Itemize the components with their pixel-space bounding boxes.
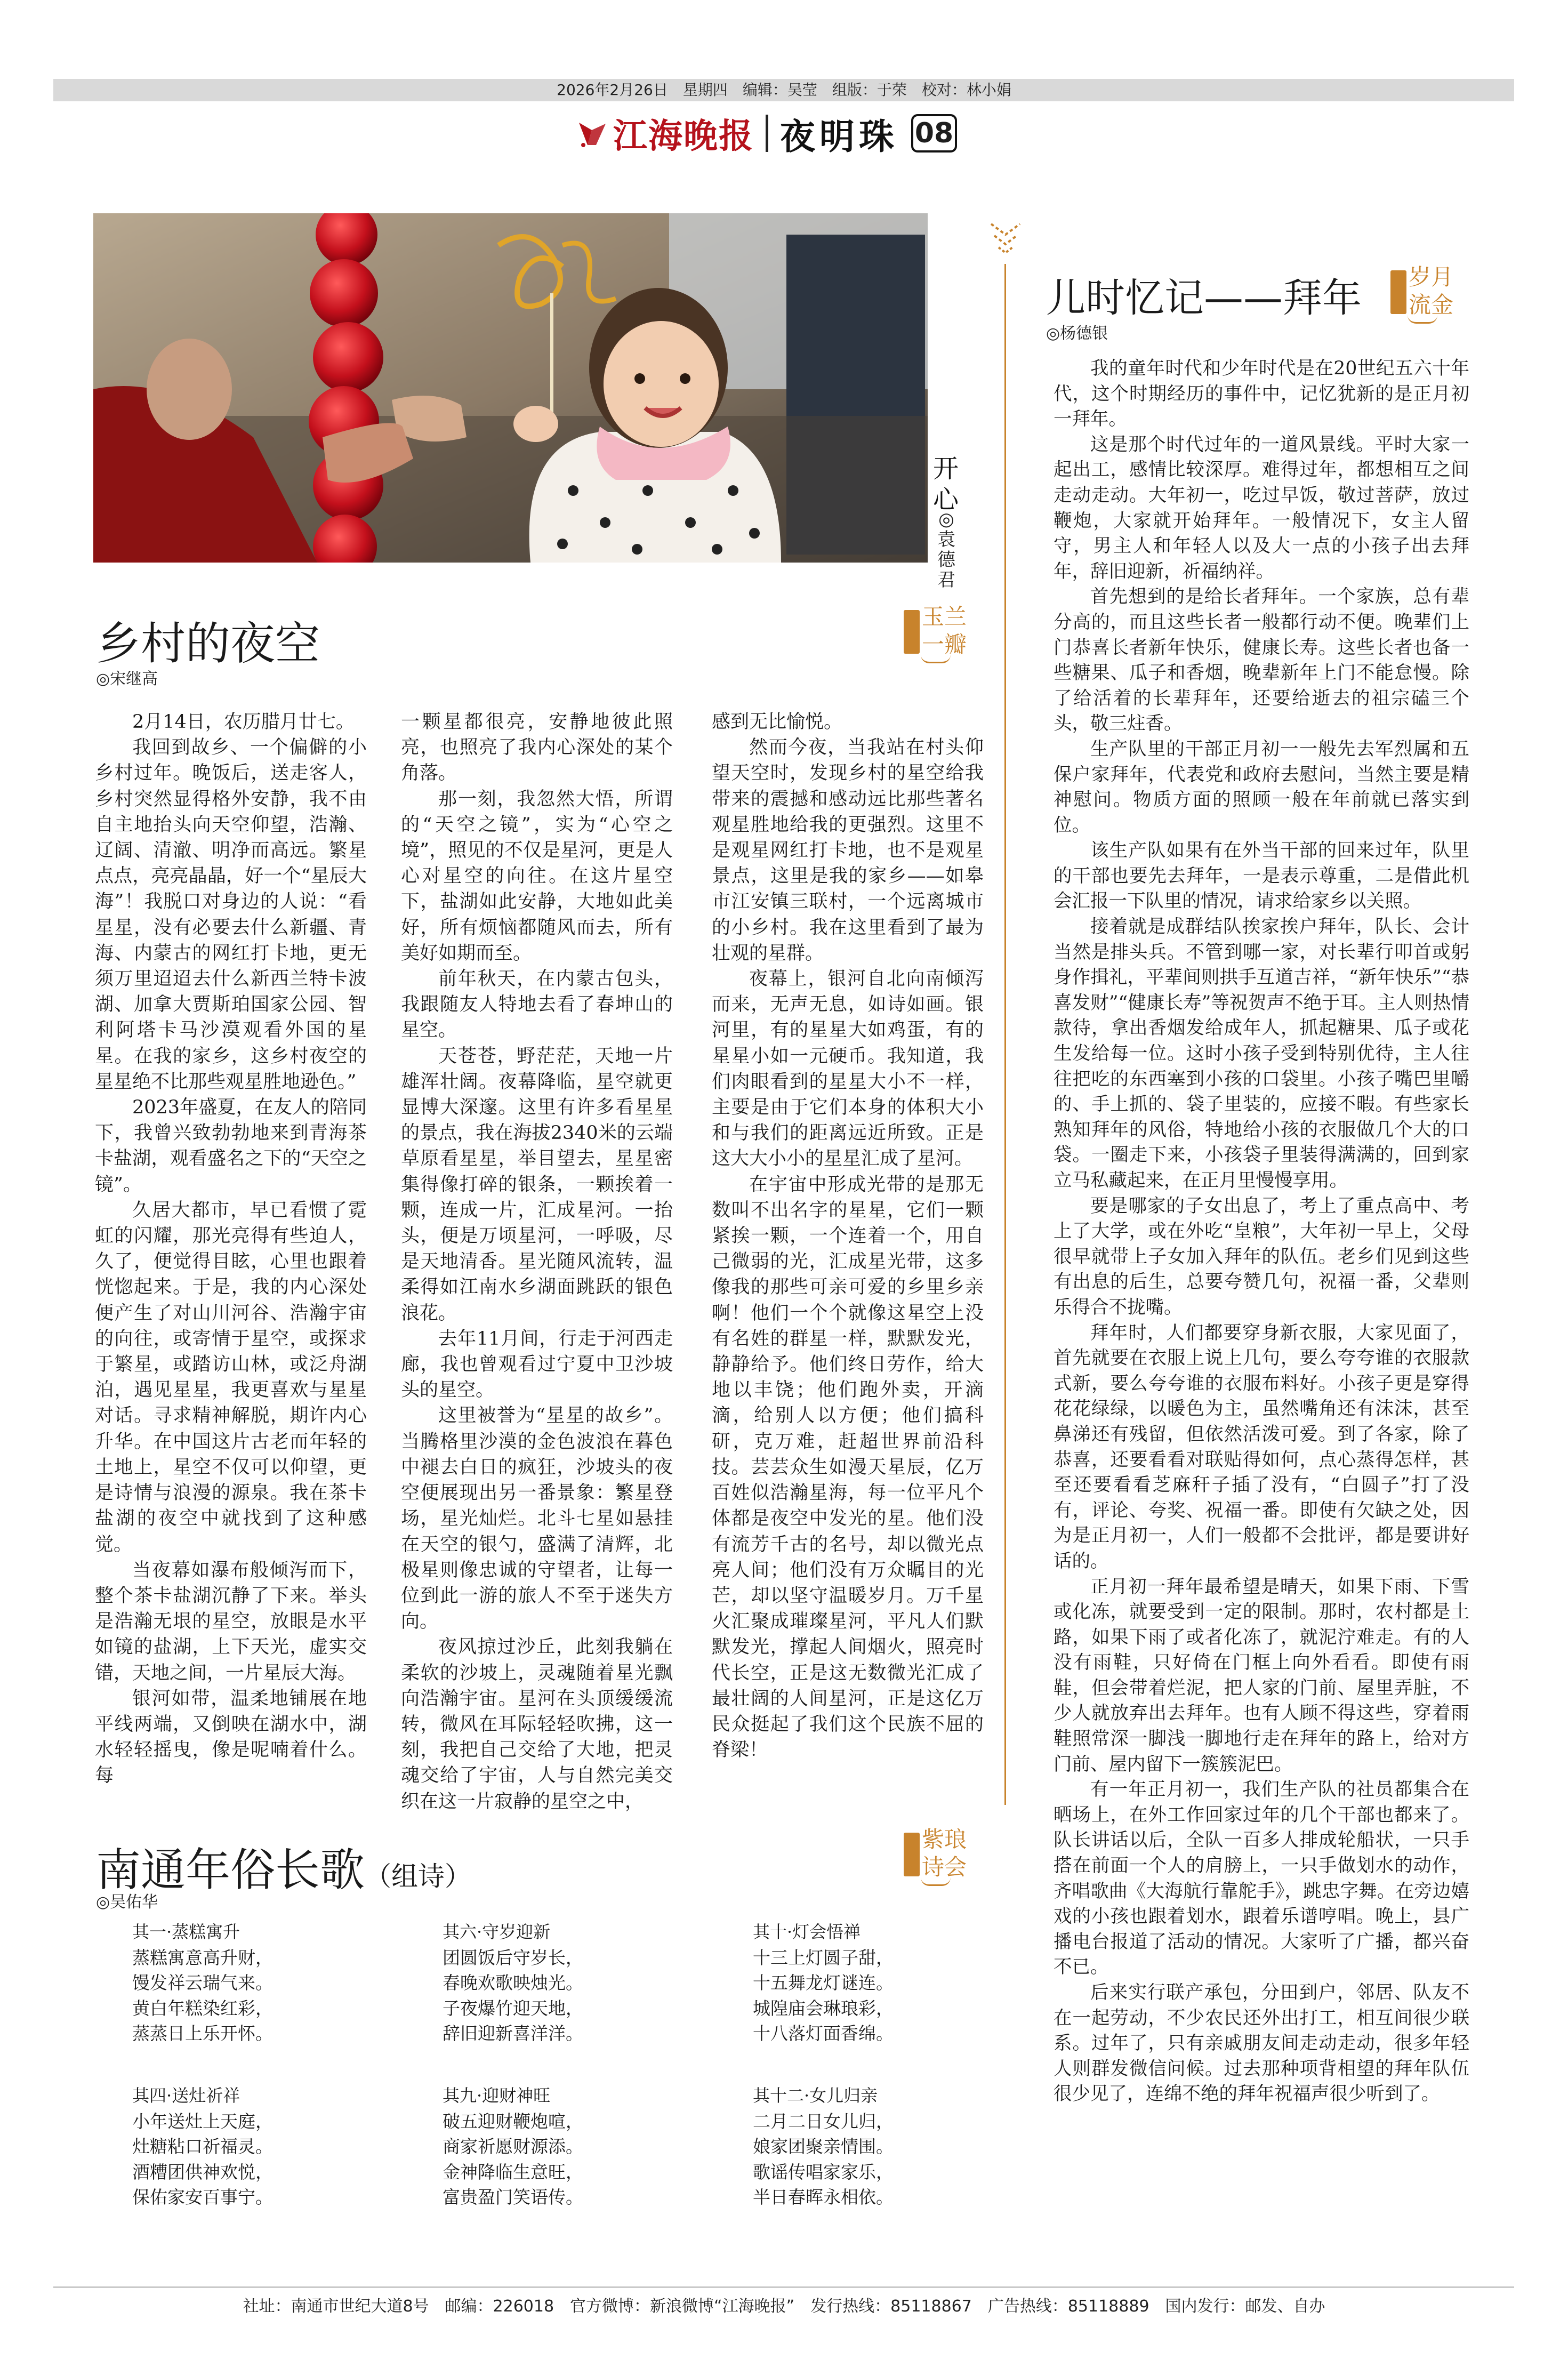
- tag-bar-icon: [1390, 270, 1406, 314]
- paragraph: 有一年正月初一，我们生产队的社员都集合在晒场上，在外工作回家过年的几个干部也都来了。队长讲话以后，全队一百多人排成轮船状，一只手搭在前面一个人的肩膀上，一只手做划水的动作，齐唱歌曲《大海航行靠舵手》，跳忠字舞。在旁边嬉戏的小孩也跟着划水，跟着乐谱哼唱。晚上，县广播电台报道了活动的情况。大家听了广播，都兴奋不已。: [1054, 1779, 1469, 1978]
- article3-tag-line1: 岁月: [1409, 264, 1454, 290]
- cloud-swirl-icon: [1408, 315, 1437, 324]
- masthead-divider: [766, 115, 768, 152]
- poem-line: 十八落灯面香绵。: [753, 2023, 894, 2044]
- paragraph: 我回到故乡、一个偏僻的小乡村过年。晚饭后，送走客人，乡村突然显得格外安静，我不由自主地抬头向天空仰望，浩瀚、辽阔、清澈、明净而高远。繁星点点，亮亮晶晶，好一个“星辰大海”！我脱口对身边的人说：“看星星，没有必要去什么新疆、青海、内蒙古的网红打卡地，更无须万里迢迢去什么新西兰特卡波湖、加拿大贾斯珀国家公园、智利阿塔卡马沙漠观看外国的星星。在我的家乡，这乡村夜空的星星绝不比那些观星胜地逊色。”: [95, 737, 367, 1093]
- tag-bar-icon: [904, 610, 920, 654]
- photo-title: 开心: [933, 454, 959, 515]
- chevron-ornament-icon: [989, 219, 1022, 260]
- tag-bar-icon: [904, 1833, 920, 1876]
- poem-title: 其九·迎财神旺: [443, 2085, 551, 2106]
- paragraph: 要是哪家的子女出息了，考上了重点高中、考上了大学，或在外吃“皇粮”，大年初一早上，父母很早就带上子女加入拜年的队伍。老乡们见到这些有出息的后生，总要夸赞几句，祝福一番，父辈则乐得合不拢嘴。: [1054, 1195, 1469, 1318]
- poem-title: 其十·灯会悟禅: [753, 1922, 861, 1942]
- article3-byline: ◎杨德银: [1046, 324, 1108, 343]
- paragraph: 我的童年时代和少年时代是在20世纪五六十年代，这个时期经历的事件中，记忆犹新的是正月初一拜年。: [1054, 358, 1469, 430]
- article1-column-2: [401, 709, 673, 1815]
- article2-title-main: 南通年俗长歌: [96, 1844, 365, 1896]
- poem-3: [753, 1920, 894, 2046]
- paragraph: 首先想到的是给长者拜年。一个家族，总有辈分高的，而且这些长者一般都行动不便。晚辈们上门恭喜长者新年快乐，健康长寿。这些长者也备一些糖果、瓜子和香烟，晚辈新年上门不能怠慢。除了给活着的长辈拜年，还要给逝去的祖宗磕三个头，敬三炷香。: [1054, 586, 1469, 735]
- paragraph: 那一刻，我忽然大悟，所谓的“天空之镜”，实为“心空之境”，照见的不仅是星河，更是人心对星空的向往。在这片星空下，盐湖如此安静，大地如此美好，所有烦恼都随风而去，所有美好如期而至。: [401, 788, 673, 964]
- poem-line: 二月二日女儿归，: [753, 2110, 894, 2132]
- paragraph: 拜年时，人们都要穿身新衣服，大家见面了，首先就要在衣服上说上几句，要么夸夸谁的衣服款式新，要么夸夸谁的衣服布料好。小孩子更是穿得花花绿绿，以暖色为主，虽然嘴角还有沫沫，甚至鼻涕还有残留，但依然活泼可爱。到了各家，除了恭喜，还要看看对联贴得如何，点心蒸得怎样，甚至还要看看芝麻秆子插了没有，“白圆子”打了没有，评论、夸奖、祝福一番。即使有欠缺之处，因为是正月初一，人们一般都不会批评，都是要讲好话的。: [1054, 1322, 1469, 1572]
- poem-title: 其六·守岁迎新: [443, 1922, 551, 1942]
- article1-title: 乡村的夜空: [96, 617, 320, 670]
- paragraph: 接着就是成群结队挨家挨户拜年，队长、会计当然是排头兵。不管到哪一家，对长辈行叩首或躬身作揖礼，平辈间则拱手互道吉祥，“新年快乐”“恭喜发财”“健康长寿”等祝贺声不绝于耳。主人则热情款待，拿出香烟发给成年人，抓起糖果、瓜子或花生发给每一位。这时小孩子受到特别优待，主人往往把吃的东西塞到小孩的口袋里。小孩子嘴巴里嚼的、手上抓的、袋子里装的，应接不暇。有些家长熟知拜年的风俗，特地给小孩的衣服做几个大的口袋。一圈走下来，小孩袋子里装得满满的，回到家立马私藏起来，在正月里慢慢享用。: [1054, 916, 1469, 1191]
- photo-credit: ◎袁德君: [937, 509, 955, 591]
- paragraph: 一颗星都很亮，安静地彼此照亮，也照亮了我内心深处的某个角落。: [401, 711, 673, 784]
- article1-column-3: [712, 709, 984, 1763]
- paragraph: 在宇宙中形成光带的是那无数叫不出名字的星星，它们一颗紧挨一颗，一个连着一个，用自己微弱的光，汇成星光带，这多像我的那些可亲可爱的乡里乡亲啊！他们一个个就像这星空上没有名姓的群星一样，默默发光，静静给予。他们终日劳作，给大地以丰饶；他们跑外卖，开滴滴，给别人以方便；他们搞科研，克万难，赶超世界前沿科技。芸芸众生如漫天星辰，亿万百姓似浩瀚星海，每一位平凡个体都是夜空中发光的星。他们没有流芳千古的名号，却以微光点亮人间；他们没有万众瞩目的光芒，却以坚守温暖岁月。万千星火汇聚成璀璨星河，平凡人们默默发光，撑起人间烟火，照亮时代长空，正是这无数微光汇成了最壮阔的人间星河，正是这亿万民众挺起了我们这个民族不屈的脊梁！: [712, 1174, 984, 1761]
- poem-line: 团圆饭后守岁长，: [443, 1947, 583, 1968]
- poem-line: 蒸蒸日上乐开怀。: [132, 2023, 273, 2044]
- article3-title: 儿时忆记——拜年: [1046, 275, 1362, 321]
- paragraph: 然而今夜，当我站在村头仰望天空时，发现乡村的星空给我带来的震撼和感动远比那些著名观星胜地给我的更强烈。这里不是观星网红打卡地，也不是观星景点，这里是我的家乡——如皋市江安镇三联村，一个远离城市的小乡村。我在这里看到了最为壮观的星群。: [712, 737, 984, 964]
- poem-line: 娘家团聚亲情围。: [753, 2136, 894, 2157]
- poem-line: 歌谣传唱家家乐，: [753, 2161, 894, 2182]
- article1-tag-line2: 一瓣: [922, 631, 967, 657]
- poem-4: [132, 2083, 273, 2210]
- paragraph: 2月14日，农历腊月廿七。: [132, 711, 355, 733]
- article1-tag-line1: 玉兰: [922, 604, 967, 630]
- paragraph: 银河如带，温柔地铺展在地平线两端，又倒映在湖水中，湖水轻轻摇曳，像是呢喃着什么。每: [95, 1688, 367, 1787]
- article3-column-tag: [1390, 264, 1460, 323]
- dateline: 2026年2月26日 星期四 编辑：吴莹 组版：于荣 校对：林小娟: [557, 81, 1011, 99]
- divider-line: [1004, 264, 1006, 1805]
- poem-6: [753, 2083, 894, 2210]
- paragraph: 后来实行联产承包，分田到户，邻居、队友不在一起劳动，不少农民还外出打工，相互间很少联系。过年了，只有亲戚朋友间走动走动，很多年轻人则群发微信问候。过去那种项背相望的拜年队伍很少见了，连绵不绝的拜年祝福声很少听到了。: [1054, 1982, 1469, 2105]
- poem-line: 黄白年糕染红彩，: [132, 1997, 273, 2019]
- poem-line: 半日春晖永相依。: [753, 2187, 894, 2208]
- article1-column-tag: [904, 604, 973, 662]
- paragraph: 当夜幕如瀑布般倾泻而下，整个茶卡盐湖沉静了下来。举头是浩瀚无垠的星空，放眼是水平如镜的盐湖，上下天光，虚实交错，天地之间，一片星辰大海。: [95, 1559, 367, 1684]
- poem-line: 金神降临生意旺，: [443, 2161, 583, 2182]
- footer-rule: [53, 2286, 1514, 2288]
- poem-line: 破五迎财鞭炮喧，: [443, 2110, 583, 2132]
- paragraph: 2023年盛夏，在友人的陪同下，我曾兴致勃勃地来到青海茶卡盐湖，观看盛名之下的“天空之镜”。: [95, 1097, 367, 1195]
- poem-line: 灶糖粘口祈福灵。: [132, 2136, 273, 2157]
- paper-logo-icon: [576, 118, 608, 148]
- poem-5: [443, 2083, 583, 2210]
- article2-column-tag: [904, 1826, 973, 1885]
- photo-girl-candy-icon: [93, 213, 928, 563]
- paragraph: 去年11月间，行走于河西走廊，我也曾观看过宁夏中卫沙坡头的星空。: [401, 1328, 673, 1401]
- poem-line: 小年送灶上天庭，: [132, 2110, 273, 2132]
- paragraph: 正月初一拜年最希望是晴天，如果下雨、下雪或化冻，就要受到一定的限制。那时，农村都是土路，如果下雨了或者化冻了，就泥泞难走。有的人没有雨鞋，只好倚在门框上向外看看。即使有雨鞋，但会带着烂泥，把人家的门前、屋里弄脏，不少人就放弃出去拜年。也有人顾不得这些，穿着雨鞋照常深一脚浅一脚地行走在拜年的路上，给对方门前、屋内留下一簇簇泥巴。: [1054, 1576, 1469, 1775]
- section-name: 夜明珠: [780, 115, 898, 157]
- poem-line: 富贵盈门笑语传。: [443, 2187, 583, 2208]
- poem-line: 城隍庙会琳琅彩，: [753, 1997, 894, 2019]
- poem-line: 辞旧迎新喜洋洋。: [443, 2023, 583, 2044]
- article2-title-note: （组诗）: [365, 1861, 472, 1892]
- poem-line: 馒发祥云瑞气来。: [132, 1972, 273, 1993]
- poem-line: 十五舞龙灯谜连。: [753, 1972, 894, 1993]
- article1-byline: ◎宋继高: [96, 670, 158, 688]
- feature-photo: [93, 213, 928, 563]
- poem-line: 蒸糕寓意高升财，: [132, 1947, 273, 1968]
- article3-tag-line2: 流金: [1409, 292, 1454, 318]
- poem-line: 酒糟团供神欢悦，: [132, 2161, 273, 2182]
- paragraph: 这是那个时代过年的一道风景线。平时大家一起出工，感情比较深厚。难得过年，都想相互之间走动走动。大年初一，吃过早饭，敬过菩萨，放过鞭炮，大家就开始拜年。一般情况下，女主人留守，男主人和年轻人以及大一点的小孩子出去拜年，辞旧迎新，祈福纳祥。: [1054, 434, 1469, 582]
- footer-info: 社址：南通市世纪大道8号 邮编：226018 官方微博：新浪微博“江海晚报” 发行热线：85118867 广告热线：85118889 国内发行：邮发、自办: [243, 2297, 1325, 2316]
- masthead: [576, 112, 957, 155]
- paragraph: 夜风掠过沙丘，此刻我躺在柔软的沙坡上，灵魂随着星光飘向浩瀚宇宙。星河在头顶缓缓流转，微风在耳际轻轻吹拂，这一刻，我把自己交给了大地，把灵魂交给了宇宙，人与自然完美交织在这一片寂静的星空之中，: [401, 1636, 673, 1812]
- paragraph: 夜幕上，银河自北向南倾泻而来，无声无息，如诗如画。银河里，有的星星大如鸡蛋，有的星星小如一元硬币。我知道，我们肉眼看到的星星大小不一样，主要是由于它们本身的体积大小和与我们的距离远近所致。正是这大大小小的星星汇成了星河。: [712, 968, 984, 1170]
- paragraph: 该生产队如果有在外当干部的回来过年，队里的干部也要先去拜年，一是表示尊重，二是借此机会汇报一下队里的情况，请求给家乡以关照。: [1054, 840, 1469, 912]
- poem-2: [443, 1920, 583, 2046]
- poem-title: 其一·蒸糕寓升: [132, 1922, 240, 1942]
- article2-tag-line1: 紫琅: [922, 1826, 967, 1852]
- paragraph: 这里被誉为“星星的故乡”。当腾格里沙漠的金色波浪在暮色中褪去白日的疯狂，沙坡头的夜空便展现出另一番景象：繁星登场，星光灿烂。北斗七星如悬挂在天空的银勺，盛满了清辉，北极星则像忠诚的守望者，让每一位到此一游的旅人不至于迷失方向。: [401, 1405, 673, 1633]
- paragraph: 生产队里的干部正月初一一般先去军烈属和五保户家拜年，代表党和政府去慰问，当然主要是精神慰问。物质方面的照顾一般在年前就已落实到位。: [1054, 738, 1469, 836]
- cloud-swirl-icon: [921, 1877, 951, 1886]
- cloud-swirl-icon: [921, 655, 951, 663]
- paragraph: 感到无比愉悦。: [712, 711, 843, 733]
- poem-title: 其十二·女儿归亲: [753, 2085, 878, 2106]
- paper-name: 江海晚报: [613, 116, 754, 156]
- poem-line: 春晚欢歌映烛光。: [443, 1972, 583, 1993]
- page-number: 08: [911, 114, 957, 152]
- poem-line: 商家祈愿财源添。: [443, 2136, 583, 2157]
- poem-title: 其四·送灶祈祥: [132, 2085, 240, 2106]
- article2-tag-line2: 诗会: [922, 1854, 967, 1880]
- article2-byline: ◎吴佑华: [96, 1893, 158, 1912]
- paragraph: 前年秋天，在内蒙古包头，我跟随友人特地去看了春坤山的星空。: [401, 968, 673, 1041]
- paragraph: 天苍苍，野茫茫，天地一片雄浑壮阔。夜幕降临，星空就更显博大深邃。这里有许多看星星的景点，我在海拔2340米的云端草原看星星，举目望去，星星密集得像打碎的银条，一颗挨着一颗，连成一片，汇成星河。一抬头，便是万顷星河，一呼吸，尽是天地清香。星光随风流转，温柔得如江南水乡湖面跳跃的银色浪花。: [401, 1045, 673, 1324]
- poem-1: [132, 1920, 273, 2046]
- poem-line: 子夜爆竹迎天地，: [443, 1997, 583, 2019]
- poem-line: 十三上灯圆子甜，: [753, 1947, 894, 1968]
- paragraph: 久居大都市，早已看惯了霓虹的闪耀，那光亮得有些迫人，久了，便觉得目眩，心里也跟着恍惚起来。于是，我的内心深处便产生了对山川河谷、浩瀚宇宙的向往，或寄情于星空，或探求于繁星，或踏访山林，或泛舟湖泊，遇见星星，我更喜欢与星星对话。寻求精神解脱，期许内心升华。在中国这片古老而年轻的土地上，星空不仅可以仰望，更是诗情与浪漫的源泉。我在茶卡盐湖的夜空中就找到了这种感觉。: [95, 1199, 367, 1555]
- article3-body: [1054, 356, 1469, 2107]
- article1-column-1: [95, 709, 367, 1789]
- poem-line: 保佑家安百事宁。: [132, 2187, 273, 2208]
